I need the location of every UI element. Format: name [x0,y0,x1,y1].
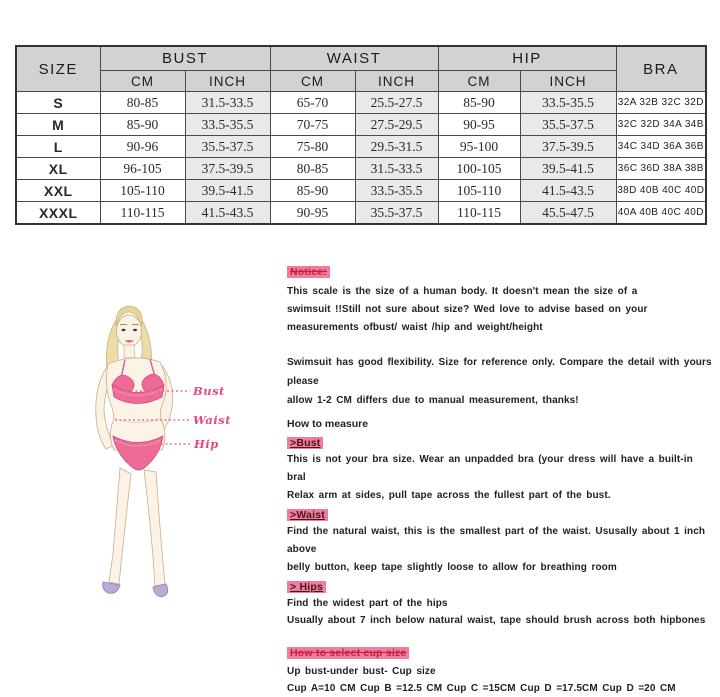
waist-cm-value: 65-70 [270,92,355,114]
measuring-instructions [287,262,712,697]
waist-figure-label: Waist [193,413,232,427]
size-value: XXL [16,180,100,202]
table-row-s [16,92,706,114]
hip-inch-value: 45.5-47.5 [520,202,616,225]
bust-text-line: Relax arm at sides, pull tape across the fullest part of the bust. [287,490,611,501]
hip-figure-label: Hip [194,437,219,451]
bust-inch-value: 41.5-43.5 [185,202,270,225]
hip-inch-value: 35.5-37.5 [520,114,616,136]
flexibility-text-line: Swimsuit has good flexibility. Size for reference only. Compare the detail with yours please [287,357,712,387]
waist-inch-value: 31.5-33.5 [355,158,438,180]
waist-text-line: belly button, keep tape slightly loose to allow for breathing room [287,562,617,573]
bust-text-line: This is not your bra size. Wear an unpadded bra (your dress will have a built-in bral [287,454,693,483]
bust-inch-value: 35.5-37.5 [185,136,270,158]
bust-cm-value: 110-115 [100,202,185,225]
table-row-xxl [16,180,706,202]
bra-value: 40A 40B 40C 40D [616,202,706,225]
waist-cm-value: 75-80 [270,136,355,158]
bra-column-header: BRA [616,46,706,92]
notice-text-line: measurements ofbust/ waist /hip and weight/height [287,322,543,333]
hips-section-heading: > Hips [287,581,326,593]
size-value: M [16,114,100,136]
hip-cm-value: 100-105 [438,158,520,180]
bra-value: 34C 34D 36A 36B [616,136,706,158]
cup-size-heading: How to select cup size [287,647,409,659]
table-row-l [16,136,706,158]
bust-inch-value: 33.5-35.5 [185,114,270,136]
waist-text-line: Find the natural waist, this is the smallest part of the waist. Ususally about 1 inch above [287,526,706,555]
hip-cm-value: 95-100 [438,136,520,158]
waist-inch-header: INCH [355,71,438,92]
bust-inch-value: 31.5-33.5 [185,92,270,114]
bust-inch-header: INCH [185,71,270,92]
hip-column-header: HIP [438,46,616,71]
bra-value: 32C 32D 34A 34B [616,114,706,136]
bust-figure-label: Bust [193,384,225,398]
cup-subtitle: Up bust-under bust- Cup size [287,666,436,677]
hip-cm-value: 85-90 [438,92,520,114]
hips-text-line: Find the widest part of the hips [287,598,448,609]
bust-column-header: BUST [100,46,270,71]
waist-cm-value: 80-85 [270,158,355,180]
hip-inch-value: 41.5-43.5 [520,180,616,202]
bust-cm-value: 80-85 [100,92,185,114]
hip-cm-value: 90-95 [438,114,520,136]
measurement-figure [58,298,288,633]
hip-inch-value: 39.5-41.5 [520,158,616,180]
waist-column-header: WAIST [270,46,438,71]
hip-cm-value: 105-110 [438,180,520,202]
bra-value: 36C 36D 38A 38B [616,158,706,180]
waist-inch-value: 25.5-27.5 [355,92,438,114]
hip-cm-value: 110-115 [438,202,520,225]
how-to-measure-heading: How to measure [287,418,369,430]
waist-section-heading: >Waist [287,509,328,521]
waist-inch-value: 35.5-37.5 [355,202,438,225]
waist-inch-value: 33.5-35.5 [355,180,438,202]
size-value: XXXL [16,202,100,225]
size-value: XL [16,158,100,180]
size-value: S [16,92,100,114]
bust-cm-value: 90-96 [100,136,185,158]
size-value: L [16,136,100,158]
bust-inch-value: 39.5-41.5 [185,180,270,202]
waist-cm-header: CM [270,71,355,92]
bra-value: 32A 32B 32C 32D [616,92,706,114]
waist-cm-value: 90-95 [270,202,355,225]
bust-cm-header: CM [100,71,185,92]
hip-inch-value: 33.5-35.5 [520,92,616,114]
bust-cm-value: 85-90 [100,114,185,136]
waist-cm-value: 70-75 [270,114,355,136]
bust-inch-value: 37.5-39.5 [185,158,270,180]
waist-inch-value: 29.5-31.5 [355,136,438,158]
notice-text-line: This scale is the size of a human body. It doesn't mean the size of a [287,286,638,297]
size-column-header: SIZE [16,46,100,92]
hips-text-line: Usually about 7 inch below natural waist, tape should brush across both hipbones [287,615,706,626]
hip-inch-value: 37.5-39.5 [520,136,616,158]
bust-section-heading: >Bust [287,437,323,449]
table-row-xl [16,158,706,180]
notice-heading: Notice: [287,266,330,278]
waist-cm-value: 85-90 [270,180,355,202]
table-row-xxxl [16,202,706,225]
woman-sketch-illustration [58,298,288,633]
size-chart-table [15,45,707,225]
bust-cm-value: 105-110 [100,180,185,202]
cup-formula: Cup A=10 CM Cup B =12.5 CM Cup C =15CM Cup D =17.5CM Cup D =20 CM [287,683,676,694]
waist-inch-value: 27.5-29.5 [355,114,438,136]
hip-cm-header: CM [438,71,520,92]
notice-text-line: swimsuit !!Still not sure about size? Wed love to advise based on your [287,304,648,315]
flexibility-text-line: allow 1-2 CM differs due to manual measurement, thanks! [287,395,579,406]
table-row-m [16,114,706,136]
hip-inch-header: INCH [520,71,616,92]
bra-value: 38D 40B 40C 40D [616,180,706,202]
bust-cm-value: 96-105 [100,158,185,180]
